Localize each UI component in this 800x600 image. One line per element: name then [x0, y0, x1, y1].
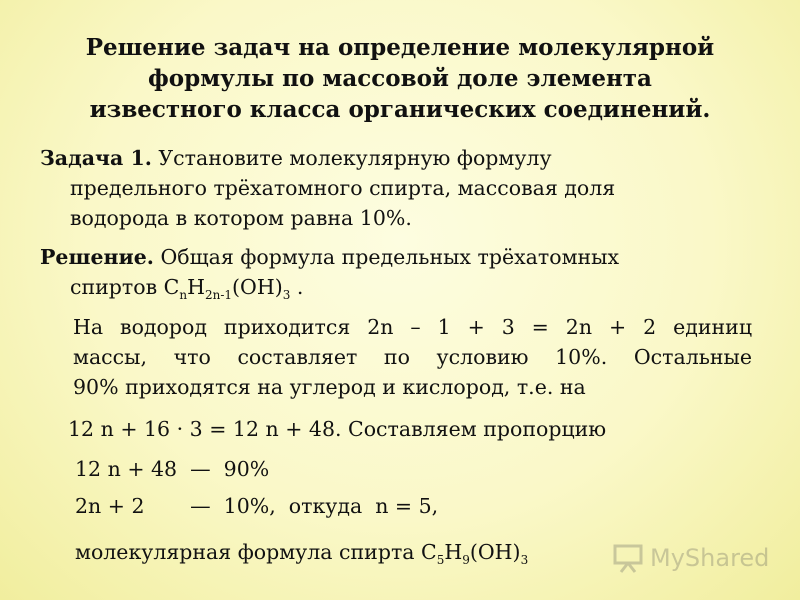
- para2-line-2: массы, что составляет по условию 10%. Остальные: [73, 345, 752, 369]
- title-line-2: формулы по массовой доле элемента: [148, 65, 652, 92]
- final-sub-3: 3: [520, 553, 529, 567]
- formula-sub-3: 3: [282, 288, 291, 302]
- final-sub-9: 9: [462, 553, 470, 567]
- task-text-1: Установите молекулярную формулу: [151, 146, 552, 170]
- para2-line-1: На водород приходится 2n – 1 + 3 = 2n + 2 единиц: [73, 315, 752, 339]
- task-line-3: водорода в котором равна 10%.: [70, 206, 412, 230]
- final-h: H: [444, 540, 463, 564]
- general-formula: [70, 272, 303, 302]
- final-formula: [75, 537, 528, 567]
- solution-line-1: [40, 242, 619, 272]
- title-line-3: известного класса органических соединений.: [89, 96, 711, 123]
- proportion-line-1: 12 n + 48 — 90%: [75, 457, 270, 481]
- formula-oh: (OH): [232, 275, 283, 299]
- watermark: [612, 540, 772, 576]
- equation-line: 12 n + 16 · 3 = 12 n + 48. Составляем пропорцию: [68, 417, 607, 441]
- final-prefix: молекулярная формула спирта C: [75, 540, 437, 564]
- formula-sub-2n-1: 2n-1: [204, 288, 233, 302]
- slide-title: [30, 32, 770, 125]
- final-sub-5: 5: [436, 553, 445, 567]
- final-oh: (OH): [469, 540, 521, 564]
- solution-label: Решение.: [40, 245, 154, 269]
- task-line-2: предельного трёхатомного спирта, массовая доля: [70, 176, 616, 200]
- formula-end: .: [290, 275, 304, 299]
- task-line-1: [40, 143, 552, 173]
- formula-h: H: [187, 275, 205, 299]
- title-line-1: Решение задач на определение молекулярной: [85, 34, 715, 61]
- formula-prefix: спиртов C: [70, 275, 180, 299]
- proportion-line-2: 2n + 2 — 10%, откуда n = 5,: [75, 494, 439, 518]
- presentation-board-icon: [612, 543, 644, 573]
- watermark-text: MyShared: [650, 544, 770, 572]
- solution-text-1: Общая формула предельных трёхатомных: [153, 245, 620, 269]
- formula-sub-n: n: [179, 288, 188, 302]
- task-label: Задача 1.: [40, 146, 152, 170]
- para2-line-3: 90% приходятся на углерод и кислород, т.е. на: [73, 375, 586, 399]
